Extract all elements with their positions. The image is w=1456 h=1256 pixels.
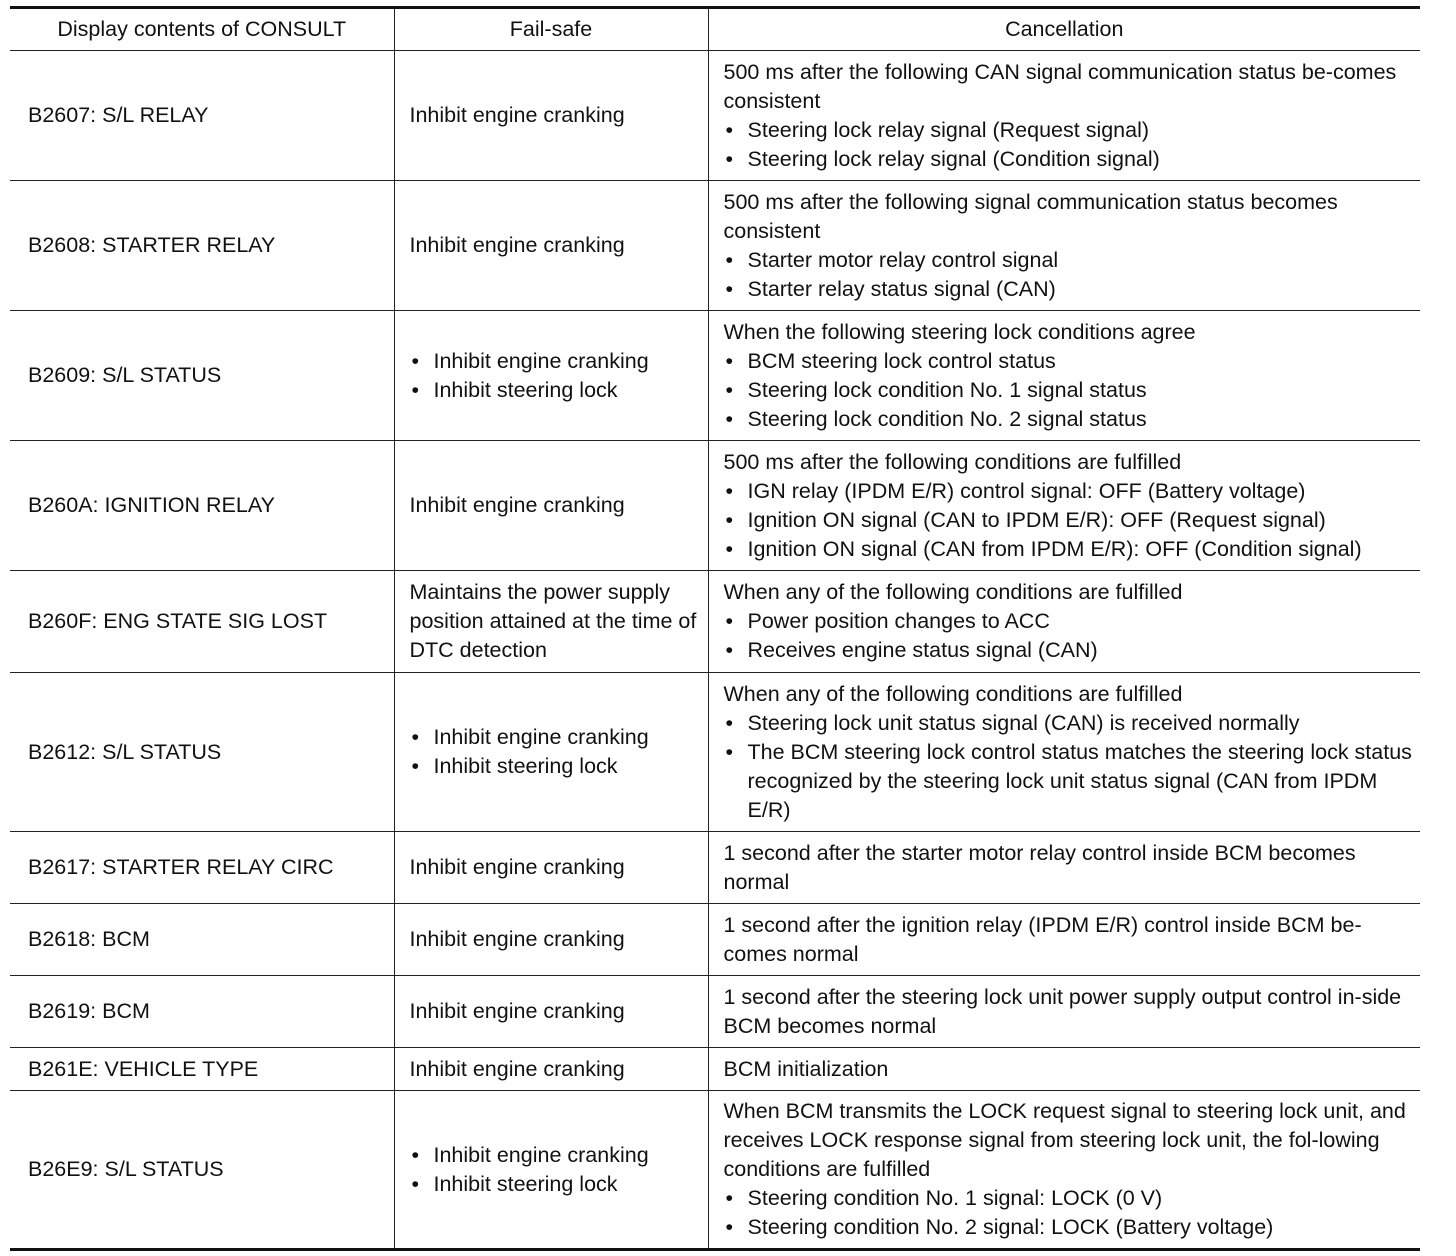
table-row — [10, 571, 1420, 673]
table-row — [10, 673, 1420, 832]
cell-fail-safe — [394, 673, 708, 832]
cancellation-text: 1 second after the starter motor relay control inside BCM becomes normal — [723, 840, 1356, 894]
cell-display-contents: B26E9: S/L STATUS — [10, 1091, 394, 1250]
cell-cancellation — [708, 976, 1420, 1048]
cancellation-item: • Starter motor relay control signal — [724, 246, 1413, 275]
cell-fail-safe — [394, 904, 708, 976]
fail-safe-list — [410, 723, 698, 781]
cell-cancellation — [708, 441, 1420, 571]
fail-safe-item: • Inhibit engine cranking — [410, 1141, 698, 1170]
cell-display-contents: B2617: STARTER RELAY CIRC — [10, 832, 394, 904]
cell-display-contents: B260F: ENG STATE SIG LOST — [10, 571, 394, 673]
cancellation-item: • Starter relay status signal (CAN) — [724, 275, 1413, 304]
fail-safe-list — [410, 1141, 698, 1199]
cell-cancellation — [708, 51, 1420, 181]
fail-safe-item: • Inhibit engine cranking — [410, 723, 698, 752]
cancellation-item: • Ignition ON signal (CAN to IPDM E/R): OFF (Request signal) — [724, 506, 1413, 535]
cell-cancellation — [708, 832, 1420, 904]
cancellation-text: BCM initialization — [723, 1056, 889, 1081]
cancellation-text: 500 ms after the following conditions are fulfilled — [723, 449, 1182, 474]
table-body — [10, 51, 1420, 1250]
cell-cancellation — [708, 1048, 1420, 1091]
cell-fail-safe — [394, 181, 708, 311]
table-row — [10, 1091, 1420, 1250]
cancellation-text: When BCM transmits the LOCK request signal to steering lock unit, and receives LOCK response signal from steering lock unit, the fol-lowing conditions are fulfilled — [723, 1099, 1406, 1181]
table-row — [10, 1048, 1420, 1091]
cell-fail-safe — [394, 311, 708, 441]
cell-cancellation — [708, 571, 1420, 673]
table-row — [10, 832, 1420, 904]
cancellation-item: • Steering lock condition No. 1 signal status — [724, 376, 1413, 405]
fail-safe-text: Inhibit engine cranking — [409, 493, 625, 517]
cancellation-item: • IGN relay (IPDM E/R) control signal: OFF (Battery voltage) — [724, 477, 1413, 506]
cell-cancellation — [708, 311, 1420, 441]
table-row — [10, 311, 1420, 441]
cancellation-text: 1 second after the ignition relay (IPDM E/R) control inside BCM be-comes normal — [723, 912, 1362, 966]
cancellation-list — [724, 116, 1413, 174]
cell-fail-safe — [394, 976, 708, 1048]
cancellation-list — [724, 1184, 1413, 1242]
cell-fail-safe — [394, 441, 708, 571]
table-header — [10, 8, 1420, 51]
cell-display-contents: B260A: IGNITION RELAY — [10, 441, 394, 571]
cancellation-item: • Steering lock relay signal (Condition signal) — [724, 145, 1413, 174]
cell-cancellation — [708, 904, 1420, 976]
cell-display-contents: B2608: STARTER RELAY — [10, 181, 394, 311]
fail-safe-list — [410, 347, 698, 405]
column-header-cancellation: Cancellation — [708, 8, 1420, 51]
cell-cancellation — [708, 181, 1420, 311]
cancellation-list — [724, 246, 1413, 304]
cancellation-list — [724, 709, 1413, 825]
cell-display-contents: B2619: BCM — [10, 976, 394, 1048]
header-row — [10, 8, 1420, 51]
cancellation-item: • BCM steering lock control status — [724, 347, 1413, 376]
table-row — [10, 976, 1420, 1048]
table-row — [10, 441, 1420, 571]
cell-fail-safe — [394, 571, 708, 673]
failsafe-table — [10, 6, 1420, 1251]
cancellation-item: • Steering lock condition No. 2 signal status — [724, 405, 1413, 434]
cell-display-contents: B261E: VEHICLE TYPE — [10, 1048, 394, 1091]
cancellation-text: When the following steering lock conditions agree — [723, 319, 1196, 344]
cell-fail-safe — [394, 1091, 708, 1250]
fail-safe-text: Inhibit engine cranking — [409, 103, 625, 127]
fail-safe-text: Inhibit engine cranking — [409, 233, 625, 257]
cell-display-contents: B2612: S/L STATUS — [10, 673, 394, 832]
cancellation-item: • The BCM steering lock control status matches the steering lock status recognized by the steering lock unit status signal (CAN from IPDM E/R) — [724, 738, 1413, 825]
fail-safe-text: Inhibit engine cranking — [409, 855, 625, 879]
cell-fail-safe — [394, 1048, 708, 1091]
cancellation-list — [724, 347, 1413, 434]
fail-safe-item: • Inhibit engine cranking — [410, 347, 698, 376]
cancellation-text: When any of the following conditions are fulfilled — [723, 681, 1183, 706]
fail-safe-text: Inhibit engine cranking — [409, 999, 625, 1023]
cell-fail-safe — [394, 832, 708, 904]
fail-safe-item: • Inhibit steering lock — [410, 376, 698, 405]
cell-fail-safe — [394, 51, 708, 181]
table-row — [10, 904, 1420, 976]
cancellation-text: 1 second after the steering lock unit power supply output control in-side BCM becomes normal — [723, 984, 1402, 1038]
cell-display-contents: B2607: S/L RELAY — [10, 51, 394, 181]
fail-safe-text: Inhibit engine cranking — [409, 927, 625, 951]
fail-safe-text: Inhibit engine cranking — [409, 1056, 625, 1081]
cancellation-list — [724, 607, 1413, 665]
cancellation-item: • Receives engine status signal (CAN) — [724, 636, 1413, 665]
cancellation-item: • Ignition ON signal (CAN from IPDM E/R): OFF (Condition signal) — [724, 535, 1413, 564]
fail-safe-text: Maintains the power supply position attained at the time of DTC detection — [409, 580, 697, 662]
cell-cancellation — [708, 1091, 1420, 1250]
fail-safe-item: • Inhibit steering lock — [410, 1170, 698, 1199]
cell-display-contents: B2618: BCM — [10, 904, 394, 976]
cancellation-text: 500 ms after the following signal communication status becomes consistent — [723, 189, 1338, 243]
cell-cancellation — [708, 673, 1420, 832]
cell-display-contents: B2609: S/L STATUS — [10, 311, 394, 441]
table-row — [10, 181, 1420, 311]
table-row — [10, 51, 1420, 181]
cancellation-item: • Power position changes to ACC — [724, 607, 1413, 636]
cancellation-list — [724, 477, 1413, 564]
cancellation-item: • Steering lock relay signal (Request signal) — [724, 116, 1413, 145]
cancellation-item: • Steering condition No. 1 signal: LOCK (0 V) — [724, 1184, 1413, 1213]
cancellation-text: When any of the following conditions are fulfilled — [723, 580, 1183, 604]
column-header-display-contents: Display contents of CONSULT — [10, 8, 394, 51]
cancellation-item: • Steering condition No. 2 signal: LOCK (Battery voltage) — [724, 1213, 1413, 1242]
column-header-fail-safe: Fail-safe — [394, 8, 708, 51]
cancellation-item: • Steering lock unit status signal (CAN) is received normally — [724, 709, 1413, 738]
cancellation-text: 500 ms after the following CAN signal communication status be-comes consistent — [723, 59, 1397, 113]
fail-safe-item: • Inhibit steering lock — [410, 752, 698, 781]
